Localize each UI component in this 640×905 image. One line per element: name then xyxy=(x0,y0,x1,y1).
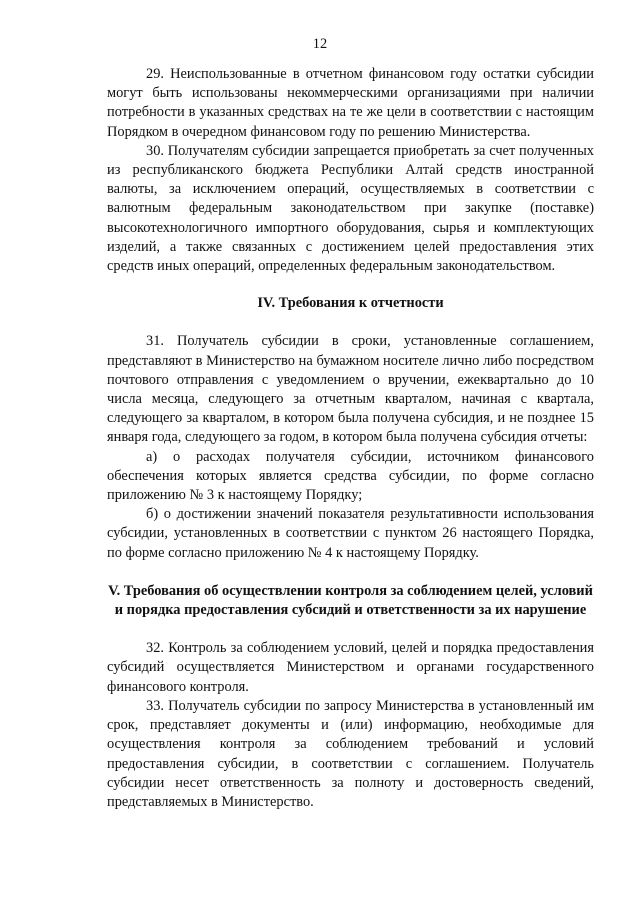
paragraph-32: 32. Контроль за соблюдением условий, целей и порядка предоставления субсидий осуществляется Министерством и органами государственного финансового контроля. xyxy=(107,640,594,695)
document-body xyxy=(107,65,594,812)
section-heading-iv: IV. Требования к отчетности xyxy=(257,295,444,312)
paragraph-30: 30. Получателям субсидии запрещается приобретать за счет полученных из республиканского бюджета Республики Алтай средств иностранной валюты, за исключением операций, осуществляемых в соответствии с валютным федеральным законодательством при закупке (поставке) высокотехнологичного импортного оборудования, сырья и комплектующих изделий, а также связанных с достижением целей предоставления этих средств иных операций, определенных федеральным законодательством. xyxy=(107,142,594,275)
paragraph-33: 33. Получатель субсидии по запросу Министерства в установленный им срок, представляет документы и (или) информацию, необходимые для осуществления контроля за соблюдением требований и условий предоставления субсидии, в соответствии с соглашением. Получатель субсидии несет ответственность за полноту и достоверность сведений, представляемых в Министерство. xyxy=(107,697,594,810)
paragraph-31: 31. Получатель субсидии в сроки, установленные соглашением, представляют в Министерство на бумажном носителе лично либо посредством почтового отправления с уведомлением о вручении, ежеквартально до 10 числа месяца, следующего за отчетным кварталом, начиная с квартала, следующего за кварталом, в котором была получена субсидия, и не позднее 15 января года, следующего за годом, в котором была получена субсидия отчеты: xyxy=(107,333,594,446)
paragraph-29: 29. Неиспользованные в отчетном финансовом году остатки субсидии могут быть использованы некоммерческими организациями при наличии потребности в указанных средствах на те же цели в соответствии с настоящим Порядком в очередном финансовом году по решению Министерства. xyxy=(107,66,594,140)
paragraph-31b: б) о достижении значений показателя результативности использования субсидии, установленных в соответствии с пунктом 26 настоящего Порядка, по форме согласно приложению № 4 к настоящему Порядку. xyxy=(107,506,594,561)
page-number: 12 xyxy=(312,36,328,52)
section-heading-v: V. Требования об осуществлении контроля за соблюдением целей, условий и порядка предоставления субсидий и ответственности за их нарушение xyxy=(108,582,593,619)
paragraph-31a: а) о расходах получателя субсидии, источником финансового обеспечения которых является средства субсидии, по форме согласно приложению № 3 к настоящему Порядку; xyxy=(107,448,594,504)
